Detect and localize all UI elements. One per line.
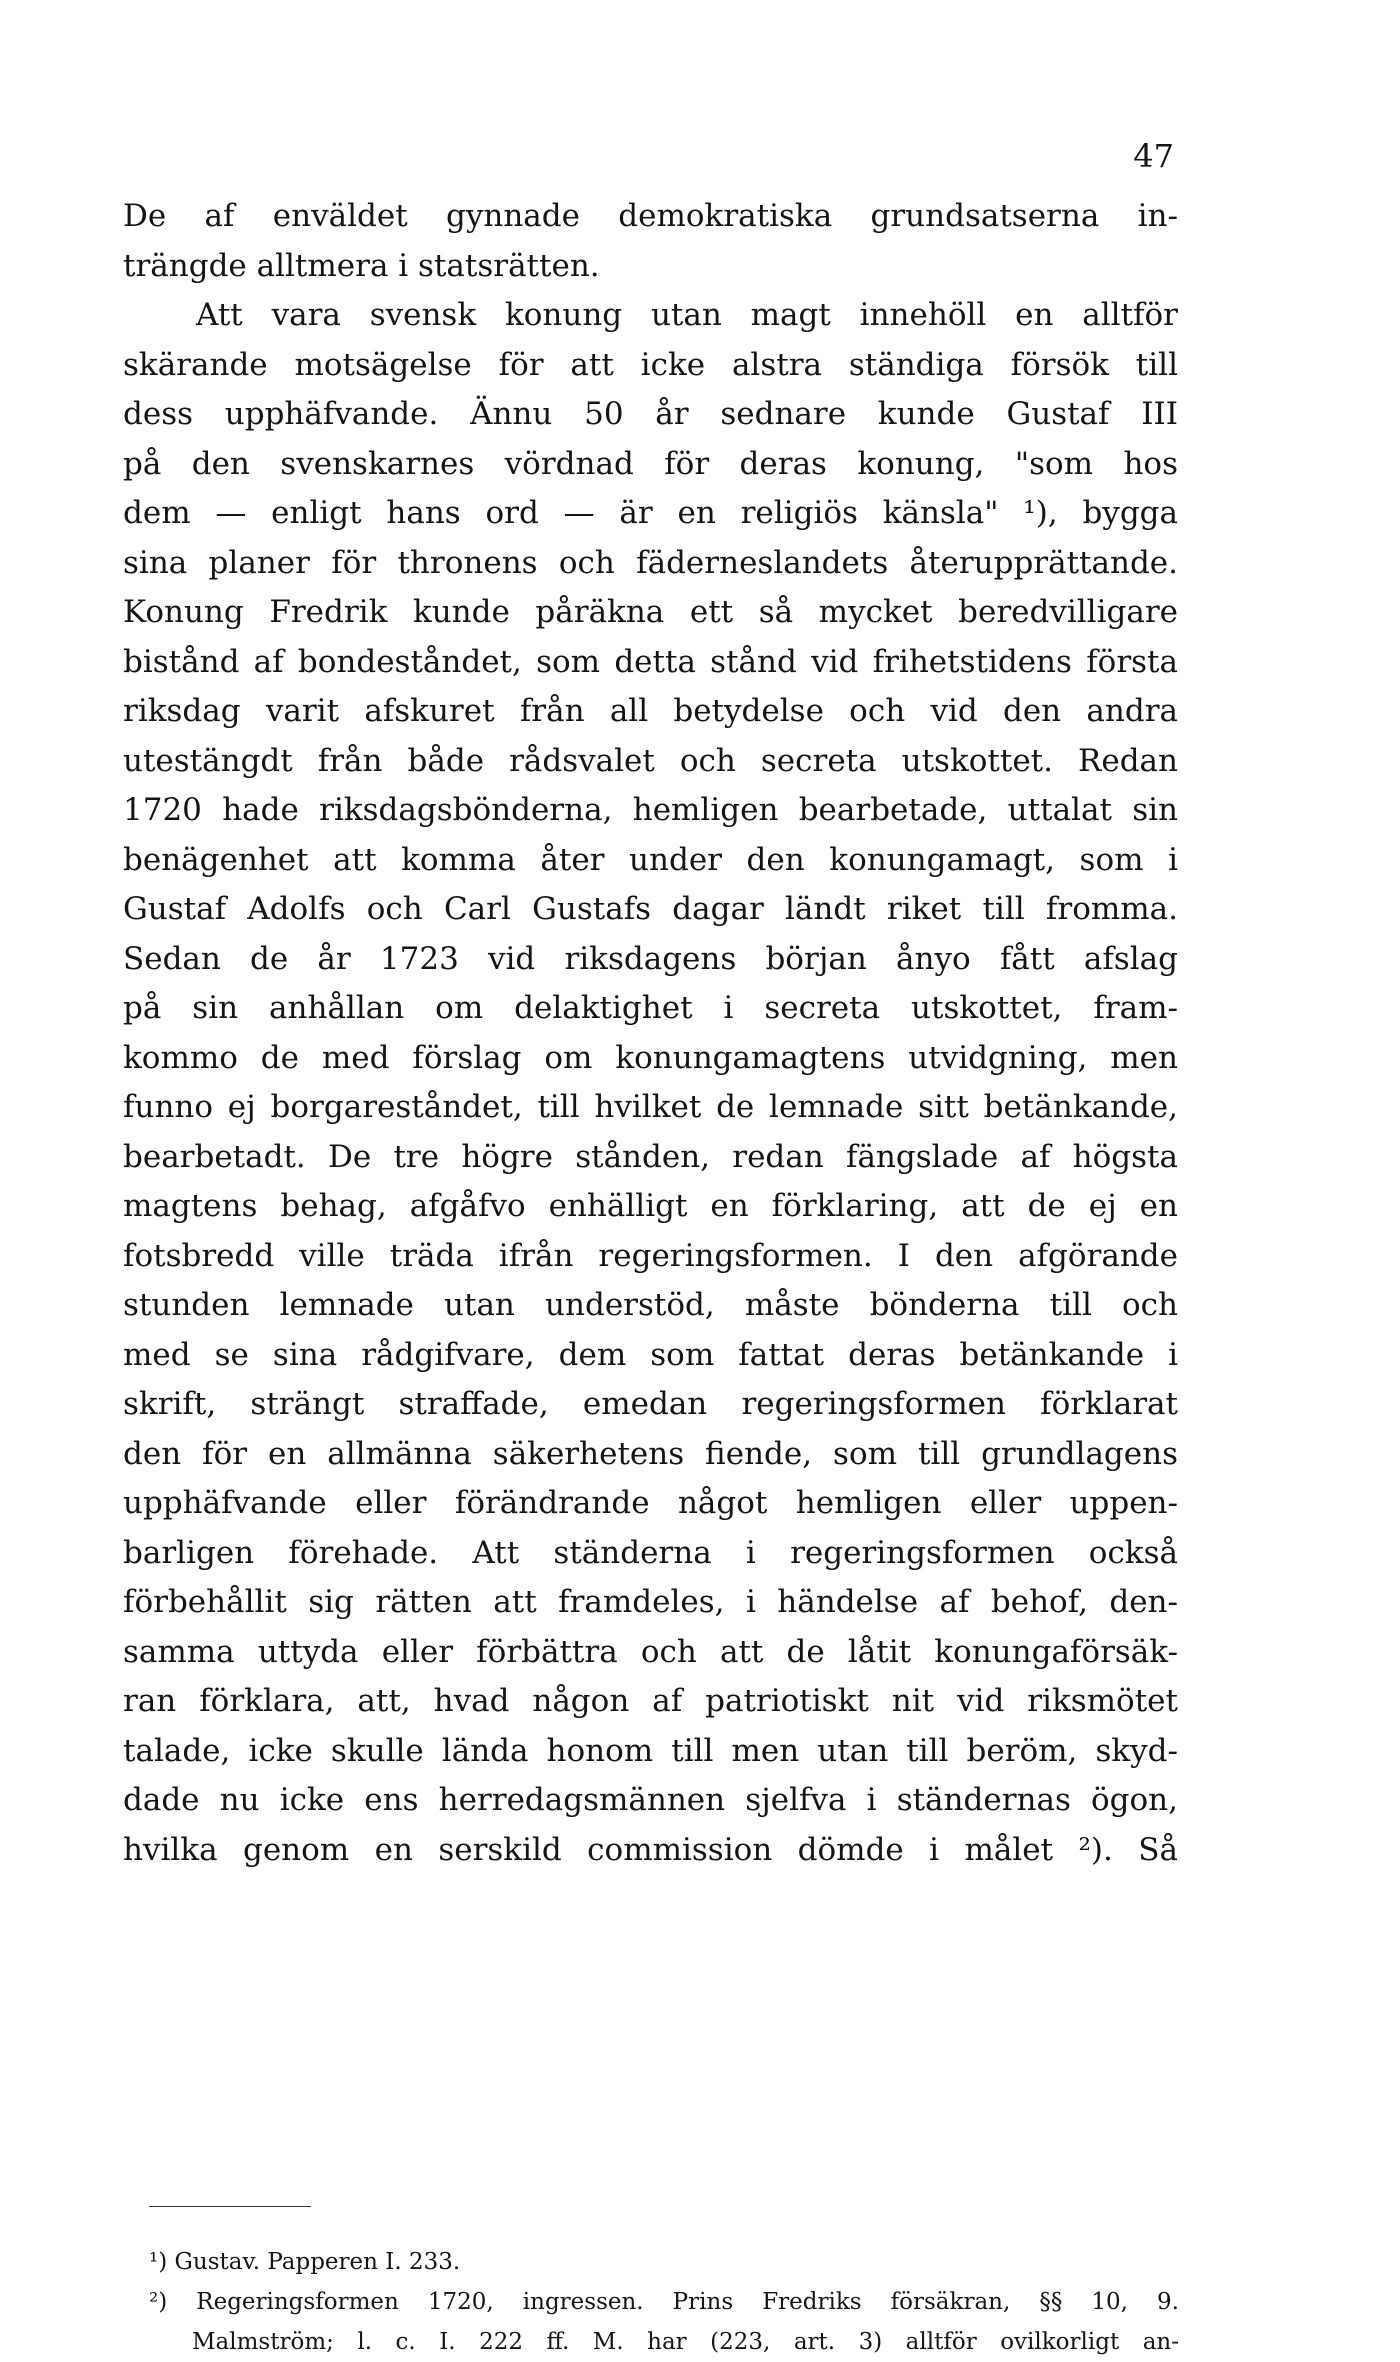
text-line: stunden lemnade utan understöd, måste bönderna till och bbox=[123, 1287, 1178, 1323]
text-line: samma uttyda eller förbättra och att de låtit konungaförsäk- bbox=[123, 1633, 1178, 1670]
text-line: barligen förehade. Att ständerna i regeringsformen också bbox=[123, 1534, 1178, 1571]
text-line: sina planer för thronens och fäderneslandets återupprättande. bbox=[123, 544, 1178, 581]
text-line: hvilka genom en serskild commission dömde i målet ²). Så bbox=[123, 1831, 1178, 1868]
text-line: riksdag varit afskuret från all betydelse och vid den andra bbox=[123, 693, 1178, 729]
text-line: 1720 hade riksdagsbönderna, hemligen bearbetade, uttalat sin bbox=[123, 792, 1178, 828]
text-line: benägenhet att komma åter under den konungamagt, som i bbox=[123, 841, 1178, 878]
text-line: på den svenskarnes vördnad för deras konung, "som hos bbox=[123, 445, 1178, 482]
footnote-2-continuation: Malmström; l. c. I. 222 ff. M. har (223, art. 3) alltför ovilkorligt an- bbox=[192, 2329, 1179, 2355]
text-line: funno ej borgareståndet, till hvilket de lemnade sitt betänkande, bbox=[123, 1089, 1178, 1125]
text-line: Att vara svensk konung utan magt innehöll en alltför bbox=[196, 297, 1178, 333]
text-line: skärande motsägelse för att icke alstra ständiga försök till bbox=[123, 346, 1178, 383]
footnotes bbox=[149, 2242, 1179, 2362]
text-line: den för en allmänna säkerhetens fiende, som till grundlagens bbox=[123, 1435, 1178, 1472]
text-line: Konung Fredrik kunde påräkna ett så mycket beredvilligare bbox=[123, 594, 1178, 630]
text-line: bearbetadt. De tre högre stånden, redan fängslade af högsta bbox=[123, 1138, 1178, 1175]
text-line: fotsbredd ville träda ifrån regeringsformen. I den afgörande bbox=[123, 1237, 1178, 1274]
text-line: dade nu icke ens herredagsmännen sjelfva i ständernas ögon, bbox=[123, 1782, 1178, 1818]
text-line: bistånd af bondeståndet, som detta stånd vid frihetstidens första bbox=[123, 643, 1178, 680]
text-line: kommo de med förslag om konungamagtens utvidgning, men bbox=[123, 1039, 1178, 1076]
text-line: De af enväldet gynnade demokratiska grundsatserna in- bbox=[123, 198, 1178, 234]
text-line: upphäfvande eller förändrande något hemligen eller uppen- bbox=[123, 1485, 1178, 1521]
text-line: talade, icke skulle lända honom till men utan till beröm, skyd- bbox=[123, 1732, 1178, 1769]
body-text bbox=[123, 192, 1178, 1875]
text-line: Sedan de år 1723 vid riksdagens början ånyo fått afslag bbox=[123, 940, 1178, 977]
footnote-1: ¹) Gustav. Papperen I. 233. bbox=[149, 2249, 461, 2275]
text-line: Gustaf Adolfs och Carl Gustafs dagar ländt riket till fromma. bbox=[123, 891, 1178, 927]
page-number: 47 bbox=[1133, 137, 1174, 175]
text-line: med se sina rådgifvare, dem som fattat deras betänkande i bbox=[123, 1336, 1178, 1373]
text-line: förbehållit sig rätten att framdeles, i händelse af behof, den- bbox=[123, 1584, 1178, 1620]
text-line: ran förklara, att, hvad någon af patriotiskt nit vid riksmötet bbox=[123, 1683, 1178, 1719]
text-line: dem — enligt hans ord — är en religiös känsla" ¹), bygga bbox=[123, 495, 1178, 531]
text-line: dess upphäfvande. Ännu 50 år sednare kunde Gustaf III bbox=[123, 396, 1178, 432]
text-line: trängde alltmera i statsrätten. bbox=[123, 247, 600, 284]
text-line: utestängdt från både rådsvalet och secreta utskottet. Redan bbox=[123, 742, 1178, 779]
text-line: skrift, strängt straffade, emedan regeringsformen förklarat bbox=[123, 1386, 1178, 1422]
footnote-2: ²) Regeringsformen 1720, ingressen. Prins Fredriks försäkran, §§ 10, 9. bbox=[149, 2289, 1179, 2315]
text-line: på sin anhållan om delaktighet i secreta utskottet, fram- bbox=[123, 990, 1178, 1026]
footnote-divider bbox=[149, 2206, 311, 2207]
text-line: magtens behag, afgåfvo enhälligt en förklaring, att de ej en bbox=[123, 1188, 1178, 1224]
